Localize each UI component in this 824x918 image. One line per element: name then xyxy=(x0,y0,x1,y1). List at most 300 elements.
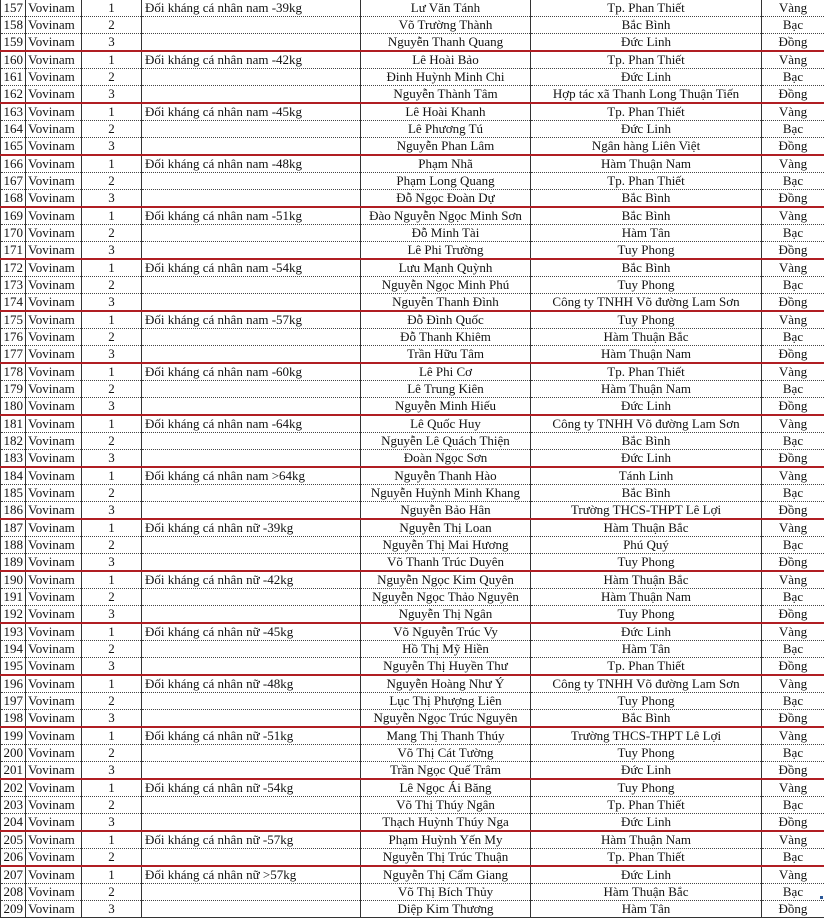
rank-cell[interactable]: 2 xyxy=(82,693,142,710)
medal-cell[interactable]: Bạc xyxy=(762,121,824,138)
sport-cell[interactable]: Vovinam xyxy=(26,329,82,346)
unit-cell[interactable]: Ngân hàng Liên Việt xyxy=(531,138,762,156)
rank-cell[interactable]: 1 xyxy=(82,363,142,381)
medal-cell[interactable]: Đồng xyxy=(762,346,824,364)
athlete-name-cell[interactable]: Phạm Long Quang xyxy=(361,173,531,190)
rank-cell[interactable]: 2 xyxy=(82,849,142,867)
unit-cell[interactable]: Hàm Thuận Bắc xyxy=(531,884,762,901)
row-number-cell[interactable]: 204 xyxy=(1,814,26,832)
athlete-name-cell[interactable]: Nguyễn Ngọc Trúc Nguyên xyxy=(361,710,531,728)
rank-cell[interactable]: 3 xyxy=(82,762,142,780)
medal-cell[interactable]: Bạc xyxy=(762,277,824,294)
event-cell[interactable] xyxy=(142,814,361,832)
athlete-name-cell[interactable]: Mang Thị Thanh Thúy xyxy=(361,727,531,745)
row-number-cell[interactable]: 205 xyxy=(1,831,26,849)
athlete-name-cell[interactable]: Lê Hoài Khanh xyxy=(361,103,531,121)
row-number-cell[interactable]: 162 xyxy=(1,86,26,104)
athlete-name-cell[interactable]: Nguyễn Thị Ngân xyxy=(361,606,531,624)
event-cell[interactable]: Đối kháng cá nhân nữ >57kg xyxy=(142,866,361,884)
row-number-cell[interactable]: 203 xyxy=(1,797,26,814)
rank-cell[interactable]: 3 xyxy=(82,554,142,572)
athlete-name-cell[interactable]: Lư Văn Tánh xyxy=(361,0,531,17)
medal-cell[interactable]: Vàng xyxy=(762,415,824,433)
medal-cell[interactable]: Đồng xyxy=(762,901,824,918)
unit-cell[interactable]: Bắc Bình xyxy=(531,17,762,34)
unit-cell[interactable]: Hàm Tân xyxy=(531,225,762,242)
event-cell[interactable] xyxy=(142,86,361,104)
medal-cell[interactable]: Vàng xyxy=(762,51,824,69)
sport-cell[interactable]: Vovinam xyxy=(26,381,82,398)
row-number-cell[interactable]: 186 xyxy=(1,502,26,520)
unit-cell[interactable]: Hàm Thuận Bắc xyxy=(531,571,762,589)
medal-cell[interactable]: Đồng xyxy=(762,502,824,520)
row-number-cell[interactable]: 207 xyxy=(1,866,26,884)
row-number-cell[interactable]: 195 xyxy=(1,658,26,676)
sport-cell[interactable]: Vovinam xyxy=(26,190,82,208)
athlete-name-cell[interactable]: Nguyễn Ngọc Thảo Nguyên xyxy=(361,589,531,606)
event-cell[interactable]: Đối kháng cá nhân nữ -57kg xyxy=(142,831,361,849)
medal-cell[interactable]: Vàng xyxy=(762,363,824,381)
unit-cell[interactable]: Bắc Bình xyxy=(531,485,762,502)
medal-cell[interactable]: Bạc xyxy=(762,693,824,710)
sport-cell[interactable]: Vovinam xyxy=(26,173,82,190)
unit-cell[interactable]: Tánh Linh xyxy=(531,467,762,485)
rank-cell[interactable]: 3 xyxy=(82,138,142,156)
sport-cell[interactable]: Vovinam xyxy=(26,277,82,294)
medal-cell[interactable]: Vàng xyxy=(762,259,824,277)
athlete-name-cell[interactable]: Lê Phương Tú xyxy=(361,121,531,138)
unit-cell[interactable]: Bắc Bình xyxy=(531,190,762,208)
medal-cell[interactable]: Đồng xyxy=(762,34,824,52)
row-number-cell[interactable]: 171 xyxy=(1,242,26,260)
event-cell[interactable] xyxy=(142,658,361,676)
row-number-cell[interactable]: 190 xyxy=(1,571,26,589)
rank-cell[interactable]: 3 xyxy=(82,502,142,520)
row-number-cell[interactable]: 175 xyxy=(1,311,26,329)
sport-cell[interactable]: Vovinam xyxy=(26,86,82,104)
medal-cell[interactable]: Vàng xyxy=(762,467,824,485)
athlete-name-cell[interactable]: Đoàn Ngọc Sơn xyxy=(361,450,531,468)
sport-cell[interactable]: Vovinam xyxy=(26,242,82,260)
event-cell[interactable] xyxy=(142,641,361,658)
unit-cell[interactable]: Hàm Thuận Bắc xyxy=(531,519,762,537)
medal-cell[interactable]: Bạc xyxy=(762,381,824,398)
event-cell[interactable] xyxy=(142,589,361,606)
athlete-name-cell[interactable]: Đỗ Đình Quốc xyxy=(361,311,531,329)
medal-cell[interactable]: Vàng xyxy=(762,779,824,797)
medal-cell[interactable]: Đồng xyxy=(762,242,824,260)
unit-cell[interactable]: Tuy Phong xyxy=(531,693,762,710)
sport-cell[interactable]: Vovinam xyxy=(26,433,82,450)
unit-cell[interactable]: Hàm Thuận Bắc xyxy=(531,329,762,346)
unit-cell[interactable]: Tuy Phong xyxy=(531,277,762,294)
rank-cell[interactable]: 1 xyxy=(82,259,142,277)
sport-cell[interactable]: Vovinam xyxy=(26,138,82,156)
sport-cell[interactable]: Vovinam xyxy=(26,831,82,849)
sport-cell[interactable]: Vovinam xyxy=(26,69,82,86)
medal-cell[interactable]: Bạc xyxy=(762,433,824,450)
medal-cell[interactable]: Vàng xyxy=(762,831,824,849)
rank-cell[interactable]: 2 xyxy=(82,69,142,86)
sport-cell[interactable]: Vovinam xyxy=(26,121,82,138)
rank-cell[interactable]: 2 xyxy=(82,485,142,502)
rank-cell[interactable]: 2 xyxy=(82,381,142,398)
rank-cell[interactable]: 1 xyxy=(82,675,142,693)
medal-cell[interactable]: Vàng xyxy=(762,727,824,745)
row-number-cell[interactable]: 193 xyxy=(1,623,26,641)
unit-cell[interactable]: Tp. Phan Thiết xyxy=(531,363,762,381)
medal-cell[interactable]: Vàng xyxy=(762,0,824,17)
sport-cell[interactable]: Vovinam xyxy=(26,745,82,762)
athlete-name-cell[interactable]: Diệp Kim Thương xyxy=(361,901,531,918)
rank-cell[interactable]: 2 xyxy=(82,641,142,658)
rank-cell[interactable]: 2 xyxy=(82,277,142,294)
event-cell[interactable]: Đối kháng cá nhân nam -39kg xyxy=(142,0,361,17)
event-cell[interactable] xyxy=(142,398,361,416)
row-number-cell[interactable]: 159 xyxy=(1,34,26,52)
sport-cell[interactable]: Vovinam xyxy=(26,103,82,121)
rank-cell[interactable]: 3 xyxy=(82,450,142,468)
event-cell[interactable] xyxy=(142,884,361,901)
sport-cell[interactable]: Vovinam xyxy=(26,589,82,606)
unit-cell[interactable]: Hàm Thuận Nam xyxy=(531,381,762,398)
row-number-cell[interactable]: 196 xyxy=(1,675,26,693)
unit-cell[interactable]: Trường THCS-THPT Lê Lợi xyxy=(531,502,762,520)
sport-cell[interactable]: Vovinam xyxy=(26,641,82,658)
rank-cell[interactable]: 1 xyxy=(82,779,142,797)
event-cell[interactable]: Đối kháng cá nhân nam >64kg xyxy=(142,467,361,485)
medal-cell[interactable]: Bạc xyxy=(762,69,824,86)
unit-cell[interactable]: Tp. Phan Thiết xyxy=(531,797,762,814)
row-number-cell[interactable]: 160 xyxy=(1,51,26,69)
athlete-name-cell[interactable]: Đỗ Ngọc Đoàn Dự xyxy=(361,190,531,208)
medal-cell[interactable]: Vàng xyxy=(762,155,824,173)
rank-cell[interactable]: 1 xyxy=(82,155,142,173)
event-cell[interactable] xyxy=(142,797,361,814)
event-cell[interactable]: Đối kháng cá nhân nữ -45kg xyxy=(142,623,361,641)
rank-cell[interactable]: 2 xyxy=(82,329,142,346)
event-cell[interactable]: Đối kháng cá nhân nữ -39kg xyxy=(142,519,361,537)
sport-cell[interactable]: Vovinam xyxy=(26,346,82,364)
sport-cell[interactable]: Vovinam xyxy=(26,467,82,485)
unit-cell[interactable]: Tuy Phong xyxy=(531,242,762,260)
unit-cell[interactable]: Hàm Thuận Nam xyxy=(531,346,762,364)
event-cell[interactable] xyxy=(142,849,361,867)
rank-cell[interactable]: 3 xyxy=(82,398,142,416)
sport-cell[interactable]: Vovinam xyxy=(26,450,82,468)
athlete-name-cell[interactable]: Nguyễn Minh Hiếu xyxy=(361,398,531,416)
unit-cell[interactable]: Hàm Tân xyxy=(531,641,762,658)
row-number-cell[interactable]: 189 xyxy=(1,554,26,572)
sport-cell[interactable]: Vovinam xyxy=(26,485,82,502)
event-cell[interactable] xyxy=(142,121,361,138)
rank-cell[interactable]: 3 xyxy=(82,294,142,312)
sport-cell[interactable]: Vovinam xyxy=(26,259,82,277)
athlete-name-cell[interactable]: Lê Phi Trường xyxy=(361,242,531,260)
rank-cell[interactable]: 1 xyxy=(82,103,142,121)
rank-cell[interactable]: 2 xyxy=(82,745,142,762)
rank-cell[interactable]: 3 xyxy=(82,814,142,832)
athlete-name-cell[interactable]: Võ Trường Thành xyxy=(361,17,531,34)
athlete-name-cell[interactable]: Lê Quốc Huy xyxy=(361,415,531,433)
unit-cell[interactable]: Đức Linh xyxy=(531,814,762,832)
rank-cell[interactable]: 1 xyxy=(82,311,142,329)
rank-cell[interactable]: 3 xyxy=(82,346,142,364)
medal-cell[interactable]: Đồng xyxy=(762,398,824,416)
athlete-name-cell[interactable]: Lê Ngọc Ái Băng xyxy=(361,779,531,797)
event-cell[interactable] xyxy=(142,190,361,208)
event-cell[interactable]: Đối kháng cá nhân nam -51kg xyxy=(142,207,361,225)
medal-cell[interactable]: Bạc xyxy=(762,884,824,901)
sport-cell[interactable]: Vovinam xyxy=(26,519,82,537)
rank-cell[interactable]: 3 xyxy=(82,86,142,104)
unit-cell[interactable]: Bắc Bình xyxy=(531,207,762,225)
medal-cell[interactable]: Vàng xyxy=(762,571,824,589)
athlete-name-cell[interactable]: Nguyễn Thị Mai Hương xyxy=(361,537,531,554)
rank-cell[interactable]: 2 xyxy=(82,589,142,606)
unit-cell[interactable]: Hàm Thuận Nam xyxy=(531,155,762,173)
event-cell[interactable] xyxy=(142,901,361,918)
medal-cell[interactable]: Bạc xyxy=(762,173,824,190)
unit-cell[interactable]: Đức Linh xyxy=(531,450,762,468)
unit-cell[interactable]: Đức Linh xyxy=(531,762,762,780)
medal-cell[interactable]: Bạc xyxy=(762,745,824,762)
sport-cell[interactable]: Vovinam xyxy=(26,537,82,554)
sport-cell[interactable]: Vovinam xyxy=(26,571,82,589)
sport-cell[interactable]: Vovinam xyxy=(26,502,82,520)
event-cell[interactable]: Đối kháng cá nhân nam -42kg xyxy=(142,51,361,69)
athlete-name-cell[interactable]: Nguyễn Thanh Hào xyxy=(361,467,531,485)
rank-cell[interactable]: 1 xyxy=(82,51,142,69)
rank-cell[interactable]: 1 xyxy=(82,727,142,745)
rank-cell[interactable]: 3 xyxy=(82,190,142,208)
row-number-cell[interactable]: 206 xyxy=(1,849,26,867)
sport-cell[interactable]: Vovinam xyxy=(26,0,82,17)
row-number-cell[interactable]: 179 xyxy=(1,381,26,398)
unit-cell[interactable]: Tp. Phan Thiết xyxy=(531,658,762,676)
medal-cell[interactable]: Bạc xyxy=(762,589,824,606)
rank-cell[interactable]: 1 xyxy=(82,831,142,849)
medal-cell[interactable]: Đồng xyxy=(762,86,824,104)
rank-cell[interactable]: 1 xyxy=(82,623,142,641)
unit-cell[interactable]: Đức Linh xyxy=(531,34,762,52)
athlete-name-cell[interactable]: Đinh Huỳnh Minh Chi xyxy=(361,69,531,86)
medal-cell[interactable]: Đồng xyxy=(762,710,824,728)
sport-cell[interactable]: Vovinam xyxy=(26,710,82,728)
athlete-name-cell[interactable]: Lê Phi Cơ xyxy=(361,363,531,381)
unit-cell[interactable]: Đức Linh xyxy=(531,398,762,416)
sport-cell[interactable]: Vovinam xyxy=(26,51,82,69)
rank-cell[interactable]: 1 xyxy=(82,467,142,485)
athlete-name-cell[interactable]: Nguyễn Hoàng Như Ý xyxy=(361,675,531,693)
athlete-name-cell[interactable]: Nguyễn Phan Lâm xyxy=(361,138,531,156)
row-number-cell[interactable]: 164 xyxy=(1,121,26,138)
event-cell[interactable] xyxy=(142,606,361,624)
medal-cell[interactable]: Bạc xyxy=(762,225,824,242)
event-cell[interactable] xyxy=(142,346,361,364)
athlete-name-cell[interactable]: Trần Hữu Tâm xyxy=(361,346,531,364)
rank-cell[interactable]: 3 xyxy=(82,710,142,728)
unit-cell[interactable]: Tp. Phan Thiết xyxy=(531,0,762,17)
medal-cell[interactable]: Đồng xyxy=(762,762,824,780)
athlete-name-cell[interactable]: Lê Trung Kiên xyxy=(361,381,531,398)
row-number-cell[interactable]: 174 xyxy=(1,294,26,312)
medal-cell[interactable]: Đồng xyxy=(762,814,824,832)
unit-cell[interactable]: Tp. Phan Thiết xyxy=(531,51,762,69)
event-cell[interactable] xyxy=(142,745,361,762)
unit-cell[interactable]: Tuy Phong xyxy=(531,606,762,624)
event-cell[interactable]: Đối kháng cá nhân nữ -54kg xyxy=(142,779,361,797)
medal-cell[interactable]: Đồng xyxy=(762,294,824,312)
medal-cell[interactable]: Đồng xyxy=(762,554,824,572)
medal-cell[interactable]: Bạc xyxy=(762,849,824,867)
row-number-cell[interactable]: 163 xyxy=(1,103,26,121)
row-number-cell[interactable]: 194 xyxy=(1,641,26,658)
event-cell[interactable] xyxy=(142,138,361,156)
row-number-cell[interactable]: 168 xyxy=(1,190,26,208)
row-number-cell[interactable]: 182 xyxy=(1,433,26,450)
unit-cell[interactable]: Hàm Thuận Nam xyxy=(531,831,762,849)
unit-cell[interactable]: Công ty TNHH Võ đường Lam Sơn xyxy=(531,675,762,693)
medal-cell[interactable]: Bạc xyxy=(762,537,824,554)
athlete-name-cell[interactable]: Nguyễn Thị Loan xyxy=(361,519,531,537)
rank-cell[interactable]: 1 xyxy=(82,866,142,884)
event-cell[interactable]: Đối kháng cá nhân nữ -51kg xyxy=(142,727,361,745)
rank-cell[interactable]: 2 xyxy=(82,17,142,34)
unit-cell[interactable]: Bắc Bình xyxy=(531,710,762,728)
event-cell[interactable] xyxy=(142,329,361,346)
sport-cell[interactable]: Vovinam xyxy=(26,693,82,710)
sport-cell[interactable]: Vovinam xyxy=(26,727,82,745)
medal-cell[interactable]: Vàng xyxy=(762,207,824,225)
unit-cell[interactable]: Hàm Tân xyxy=(531,901,762,918)
sport-cell[interactable]: Vovinam xyxy=(26,866,82,884)
sport-cell[interactable]: Vovinam xyxy=(26,675,82,693)
event-cell[interactable] xyxy=(142,502,361,520)
medal-cell[interactable]: Đồng xyxy=(762,658,824,676)
rank-cell[interactable]: 1 xyxy=(82,415,142,433)
medal-cell[interactable]: Đồng xyxy=(762,190,824,208)
row-number-cell[interactable]: 191 xyxy=(1,589,26,606)
event-cell[interactable] xyxy=(142,34,361,52)
athlete-name-cell[interactable]: Nguyễn Thị Trúc Thuận xyxy=(361,849,531,867)
rank-cell[interactable]: 1 xyxy=(82,0,142,17)
sport-cell[interactable]: Vovinam xyxy=(26,155,82,173)
unit-cell[interactable]: Phú Quý xyxy=(531,537,762,554)
athlete-name-cell[interactable]: Võ Nguyễn Trúc Vy xyxy=(361,623,531,641)
event-cell[interactable] xyxy=(142,537,361,554)
unit-cell[interactable]: Đức Linh xyxy=(531,866,762,884)
row-number-cell[interactable]: 165 xyxy=(1,138,26,156)
sport-cell[interactable]: Vovinam xyxy=(26,398,82,416)
event-cell[interactable] xyxy=(142,554,361,572)
sport-cell[interactable]: Vovinam xyxy=(26,225,82,242)
row-number-cell[interactable]: 202 xyxy=(1,779,26,797)
sport-cell[interactable]: Vovinam xyxy=(26,623,82,641)
sport-cell[interactable]: Vovinam xyxy=(26,606,82,624)
event-cell[interactable] xyxy=(142,433,361,450)
unit-cell[interactable]: Trường THCS-THPT Lê Lợi xyxy=(531,727,762,745)
athlete-name-cell[interactable]: Trần Ngọc Quế Trâm xyxy=(361,762,531,780)
medal-cell[interactable]: Bạc xyxy=(762,797,824,814)
row-number-cell[interactable]: 158 xyxy=(1,17,26,34)
row-number-cell[interactable]: 200 xyxy=(1,745,26,762)
athlete-name-cell[interactable]: Nguyễn Ngọc Minh Phú xyxy=(361,277,531,294)
athlete-name-cell[interactable]: Nguyễn Bảo Hân xyxy=(361,502,531,520)
row-number-cell[interactable]: 166 xyxy=(1,155,26,173)
row-number-cell[interactable]: 181 xyxy=(1,415,26,433)
sport-cell[interactable]: Vovinam xyxy=(26,34,82,52)
rank-cell[interactable]: 2 xyxy=(82,797,142,814)
athlete-name-cell[interactable]: Nguyễn Ngọc Kim Quyên xyxy=(361,571,531,589)
row-number-cell[interactable]: 170 xyxy=(1,225,26,242)
unit-cell[interactable]: Công ty TNHH Võ đường Lam Sơn xyxy=(531,294,762,312)
event-cell[interactable]: Đối kháng cá nhân nữ -42kg xyxy=(142,571,361,589)
rank-cell[interactable]: 1 xyxy=(82,519,142,537)
sport-cell[interactable]: Vovinam xyxy=(26,779,82,797)
unit-cell[interactable]: Hàm Thuận Nam xyxy=(531,589,762,606)
sport-cell[interactable]: Vovinam xyxy=(26,797,82,814)
row-number-cell[interactable]: 184 xyxy=(1,467,26,485)
unit-cell[interactable]: Tuy Phong xyxy=(531,311,762,329)
athlete-name-cell[interactable]: Nguyễn Thanh Đình xyxy=(361,294,531,312)
unit-cell[interactable]: Bắc Bình xyxy=(531,259,762,277)
event-cell[interactable] xyxy=(142,242,361,260)
event-cell[interactable] xyxy=(142,693,361,710)
sport-cell[interactable]: Vovinam xyxy=(26,363,82,381)
rank-cell[interactable]: 1 xyxy=(82,207,142,225)
event-cell[interactable] xyxy=(142,485,361,502)
unit-cell[interactable]: Hợp tác xã Thanh Long Thuận Tiến xyxy=(531,86,762,104)
event-cell[interactable] xyxy=(142,294,361,312)
athlete-name-cell[interactable]: Phạm Huỳnh Yến My xyxy=(361,831,531,849)
sport-cell[interactable]: Vovinam xyxy=(26,884,82,901)
event-cell[interactable]: Đối kháng cá nhân nam -60kg xyxy=(142,363,361,381)
unit-cell[interactable]: Đức Linh xyxy=(531,69,762,86)
sport-cell[interactable]: Vovinam xyxy=(26,415,82,433)
athlete-name-cell[interactable]: Nguyễn Huỳnh Minh Khang xyxy=(361,485,531,502)
medal-cell[interactable]: Vàng xyxy=(762,519,824,537)
athlete-name-cell[interactable]: Nguyễn Thị Cẩm Giang xyxy=(361,866,531,884)
unit-cell[interactable]: Đức Linh xyxy=(531,623,762,641)
sport-cell[interactable]: Vovinam xyxy=(26,901,82,918)
athlete-name-cell[interactable]: Đỗ Thanh Khiêm xyxy=(361,329,531,346)
athlete-name-cell[interactable]: Nguyễn Lê Quách Thiện xyxy=(361,433,531,450)
row-number-cell[interactable]: 167 xyxy=(1,173,26,190)
rank-cell[interactable]: 2 xyxy=(82,121,142,138)
event-cell[interactable] xyxy=(142,69,361,86)
row-number-cell[interactable]: 201 xyxy=(1,762,26,780)
row-number-cell[interactable]: 177 xyxy=(1,346,26,364)
athlete-name-cell[interactable]: Nguyễn Thị Huyền Thư xyxy=(361,658,531,676)
rank-cell[interactable]: 3 xyxy=(82,901,142,918)
athlete-name-cell[interactable]: Võ Thị Bích Thủy xyxy=(361,884,531,901)
medal-cell[interactable]: Vàng xyxy=(762,311,824,329)
row-number-cell[interactable]: 185 xyxy=(1,485,26,502)
row-number-cell[interactable]: 209 xyxy=(1,901,26,918)
event-cell[interactable]: Đối kháng cá nhân nam -48kg xyxy=(142,155,361,173)
sport-cell[interactable]: Vovinam xyxy=(26,207,82,225)
athlete-name-cell[interactable]: Đỗ Minh Tài xyxy=(361,225,531,242)
event-cell[interactable] xyxy=(142,17,361,34)
athlete-name-cell[interactable]: Nguyễn Thành Tâm xyxy=(361,86,531,104)
event-cell[interactable]: Đối kháng cá nhân nam -54kg xyxy=(142,259,361,277)
row-number-cell[interactable]: 157 xyxy=(1,0,26,17)
unit-cell[interactable]: Tuy Phong xyxy=(531,554,762,572)
medal-cell[interactable]: Bạc xyxy=(762,17,824,34)
athlete-name-cell[interactable]: Phạm Nhã xyxy=(361,155,531,173)
medal-cell[interactable]: Bạc xyxy=(762,329,824,346)
